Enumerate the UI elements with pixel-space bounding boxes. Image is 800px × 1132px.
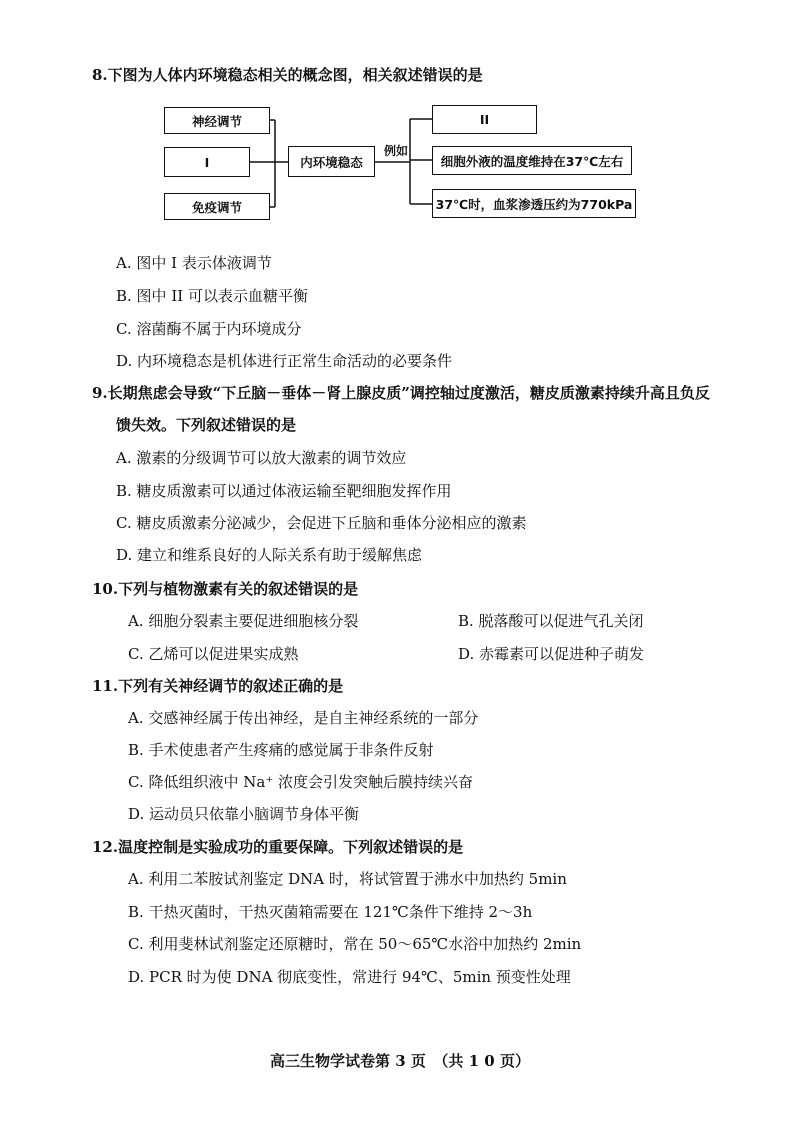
box-osmotic-pressure: 37℃时，血浆渗透压约为770kPa (432, 189, 636, 218)
q12-option-c: C. 利用斐林试剂鉴定还原糖时，常在 50～65℃水浴中加热约 2min (128, 935, 582, 953)
box-I: I (164, 147, 250, 177)
q10-option-c: C. 乙烯可以促进果实成熟 (128, 645, 299, 663)
question-10-title: 10.下列与植物激素有关的叙述错误的是 (92, 580, 359, 598)
q11-option-c: C. 降低组织液中 Na⁺ 浓度会引发突触后膜持续兴奋 (128, 773, 474, 791)
q9-option-d: D. 建立和维系良好的人际关系有助于缓解焦虑 (116, 546, 423, 564)
question-9-title: 9.长期焦虑会导致“下丘脑－垂体－肾上腺皮质”调控轴过度激活，糖皮质激素持续升高且负反 (92, 384, 710, 402)
q11-option-b: B. 手术使患者产生疼痛的感觉属于非条件反射 (128, 741, 434, 759)
q9-option-b: B. 糖皮质激素可以通过体液运输至靶细胞发挥作用 (116, 482, 452, 500)
box-II: II (432, 105, 537, 134)
q8-option-a: A. 图中 I 表示体液调节 (116, 254, 272, 272)
q10-option-b: B. 脱落酸可以促进气孔关闭 (458, 612, 644, 630)
q11-option-d: D. 运动员只依靠小脑调节身体平衡 (128, 805, 360, 823)
question-11-title: 11.下列有关神经调节的叙述正确的是 (92, 677, 344, 695)
box-immune-regulation: 免疫调节 (164, 193, 270, 220)
q10-option-d: D. 赤霉素可以促进种子萌发 (458, 645, 645, 663)
q10-option-a: A. 细胞分裂素主要促进细胞核分裂 (128, 612, 359, 630)
page-footer: 高三生物学试卷第 3 页 （共 1 0 页） (270, 1052, 530, 1070)
box-nerve-regulation: 神经调节 (164, 107, 270, 134)
example-label: 例如 (384, 144, 409, 158)
question-12-title: 12.温度控制是实验成功的重要保障。下列叙述错误的是 (92, 838, 464, 856)
diagram-connectors (0, 0, 800, 260)
q12-option-a: A. 利用二苯胺试剂鉴定 DNA 时，将试管置于沸水中加热约 5min (128, 870, 567, 888)
q8-option-b: B. 图中 II 可以表示血糖平衡 (116, 287, 308, 305)
q12-option-d: D. PCR 时为使 DNA 彻底变性，常进行 94℃、5min 预变性处理 (128, 968, 571, 986)
box-homeostasis: 内环境稳态 (288, 146, 375, 177)
q9-option-c: C. 糖皮质激素分泌减少，会促进下丘脑和垂体分泌相应的激素 (116, 514, 527, 532)
q8-option-c: C. 溶菌酶不属于内环境成分 (116, 320, 302, 338)
q9-option-a: A. 激素的分级调节可以放大激素的调节效应 (116, 449, 407, 467)
question-9-title-line2: 馈失效。下列叙述错误的是 (116, 416, 297, 434)
box-temperature: 细胞外液的温度维持在37℃左右 (432, 146, 632, 175)
q11-option-a: A. 交感神经属于传出神经，是自主神经系统的一部分 (128, 709, 479, 727)
q12-option-b: B. 干热灭菌时，干热灭菌箱需要在 121℃条件下维持 2～3h (128, 903, 533, 921)
q8-option-d: D. 内环境稳态是机体进行正常生命活动的必要条件 (116, 352, 453, 370)
question-8-title: 8.下图为人体内环境稳态相关的概念图，相关叙述错误的是 (92, 66, 483, 84)
